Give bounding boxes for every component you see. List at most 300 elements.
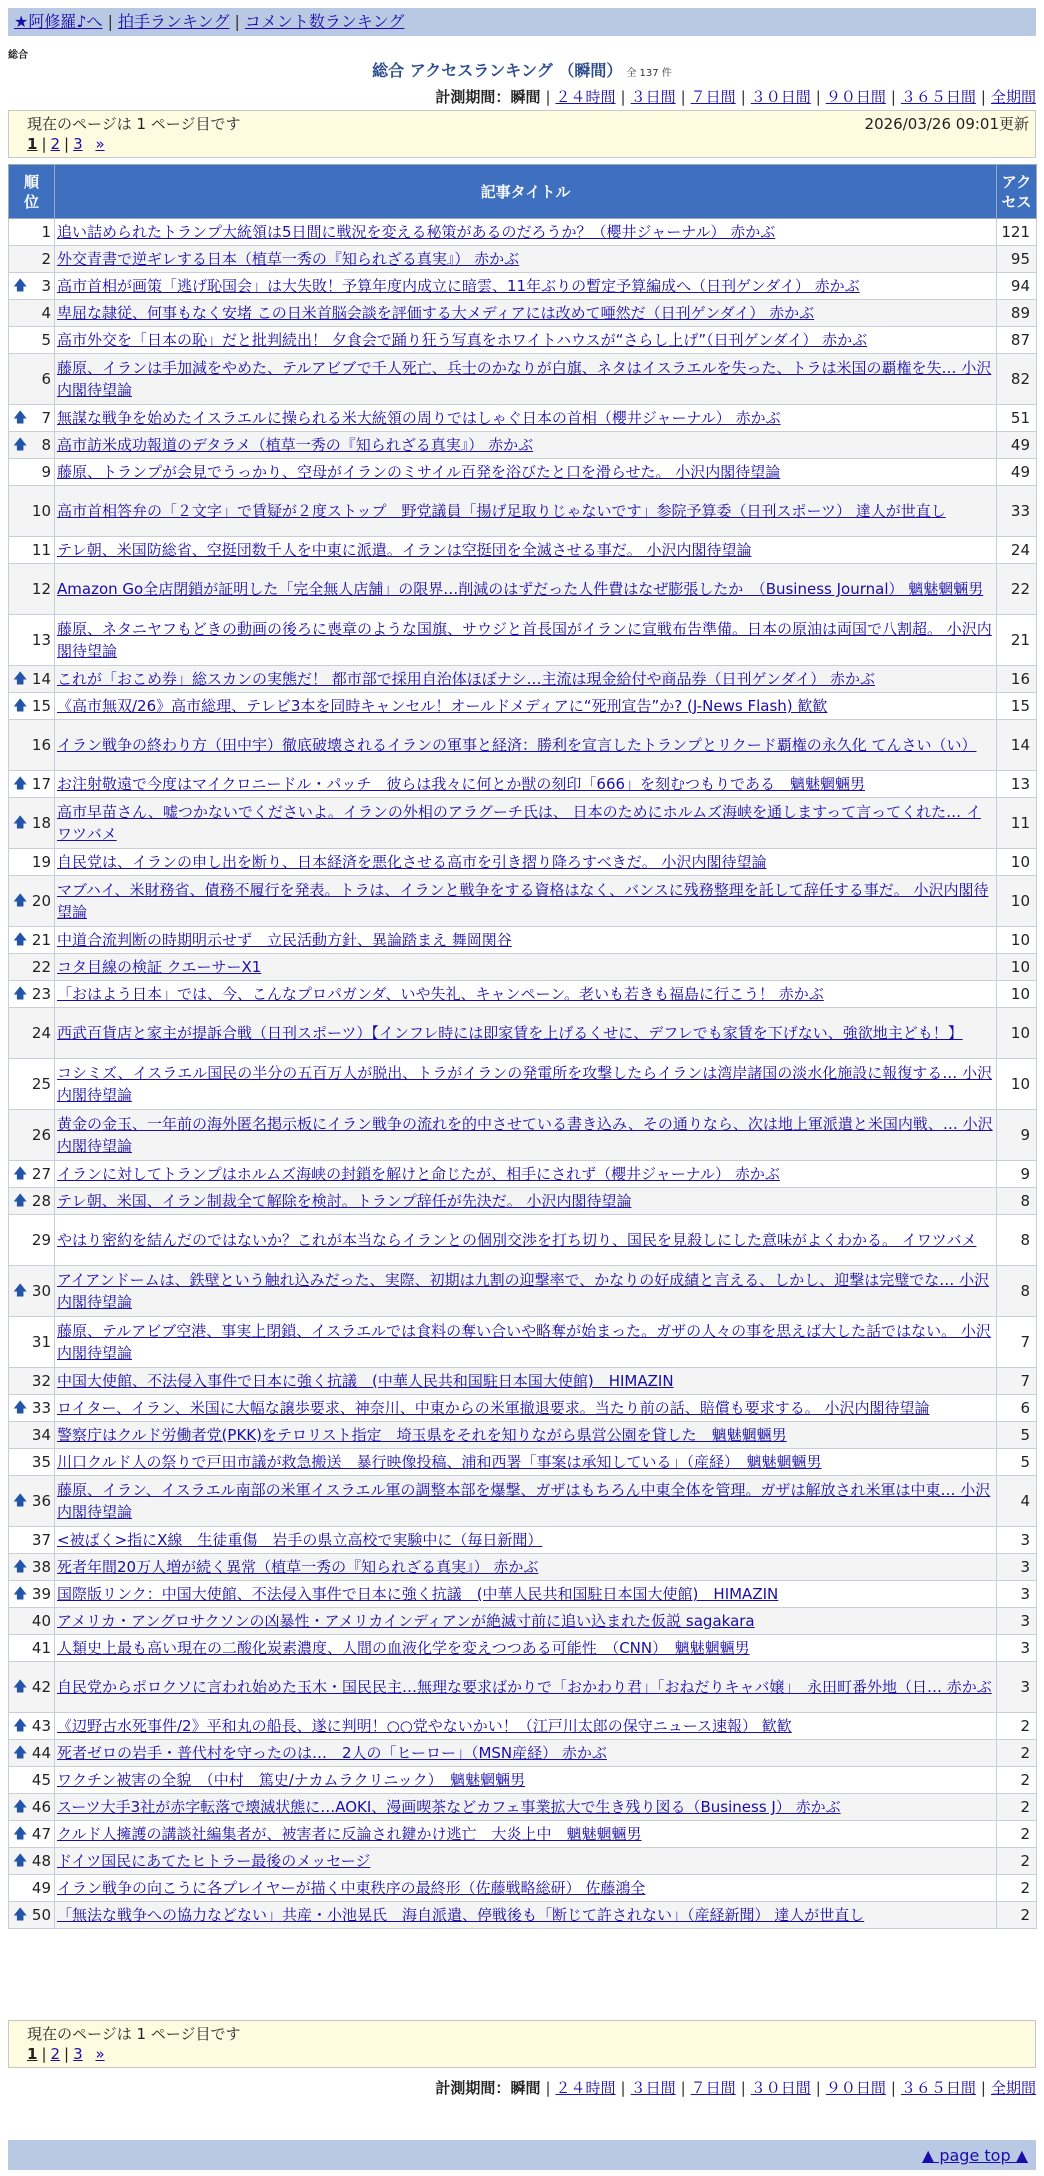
access-count: 14 — [997, 720, 1037, 771]
rank-number: 10 — [31, 502, 51, 520]
period-current: 瞬間 — [510, 88, 541, 106]
article-link[interactable]: マブハイ、米財務省、債務不履行を発表。トラは、イランと戦争をする資格はなく、バンスに残務整理を託して辞任する事だ。 小沢内閣待望論 — [57, 881, 989, 921]
up-arrow-icon: 🡅 — [13, 986, 28, 1002]
rank-number: 11 — [31, 541, 51, 559]
title-cell — [55, 1215, 997, 1266]
access-count: 10 — [997, 876, 1037, 927]
title-cell — [55, 1554, 997, 1581]
page-separator: | — [41, 135, 47, 153]
table-row — [9, 1875, 1037, 1902]
article-link[interactable]: 高市外交を「日本の恥」だと批判続出！ 夕食会で踊り狂う写真をホワイトハウスが“さらし上げ”（日刊ゲンダイ） 赤かぶ — [57, 331, 868, 349]
rank-number: 39 — [31, 1585, 51, 1603]
period-link[interactable]: ７日間 — [690, 2079, 736, 2097]
rank-number: 29 — [31, 1231, 51, 1249]
access-count: 2 — [997, 1767, 1037, 1794]
nav-link-home[interactable]: ★阿修羅♪へ — [14, 12, 103, 31]
page-link[interactable]: 2 — [50, 135, 61, 153]
access-count: 10 — [997, 927, 1037, 954]
access-count: 49 — [997, 432, 1037, 459]
article-link[interactable]: 自民党からポロクソに言われ始めた玉木・国民民主…無理な要求ばかりで「おかわり君」「おねだりキャバ嬢」 永田町番外地（日… 赤かぶ — [57, 1678, 992, 1696]
access-count: 3 — [997, 1662, 1037, 1713]
rank-cell — [9, 1848, 55, 1875]
ranking-table-body — [9, 219, 1037, 1929]
up-arrow-icon: 🡅 — [13, 1193, 28, 1209]
rank-cell — [9, 798, 55, 849]
table-row — [9, 1554, 1037, 1581]
period-link[interactable]: 全期間 — [990, 88, 1036, 106]
table-row — [9, 273, 1037, 300]
rank-cell — [9, 1767, 55, 1794]
rank-number: 35 — [31, 1453, 51, 1471]
article-link[interactable]: 人類史上最も高い現在の二酸化炭素濃度、人間の血液化学を変えつつある可能性 （CNN） 魑魅魍魎男 — [57, 1639, 750, 1657]
title-cell — [55, 432, 997, 459]
rank-cell — [9, 1449, 55, 1476]
total-count: 全 137 件 — [626, 68, 672, 79]
rank-number: 49 — [31, 1879, 51, 1897]
period-separator: | — [680, 88, 686, 106]
period-link[interactable]: ３日間 — [630, 2079, 676, 2097]
table-row — [9, 876, 1037, 927]
access-count: 82 — [997, 354, 1037, 405]
period-separator: | — [815, 88, 821, 106]
access-count: 89 — [997, 300, 1037, 327]
page-separator: | — [64, 2045, 70, 2063]
table-row — [9, 1848, 1037, 1875]
rank-number: 48 — [31, 1852, 51, 1870]
rank-cell — [9, 459, 55, 486]
header-access: アクセス — [997, 165, 1037, 219]
period-separator: | — [980, 2079, 986, 2097]
title-cell — [55, 1161, 997, 1188]
table-row — [9, 666, 1037, 693]
article-link[interactable]: イラン戦争の終わり方（田中宇）徹底破壊されるイランの軍事と経済：勝利を宣言したトランプとリクード覇権の永久化 てんさい（い） — [57, 736, 977, 754]
access-count: 3 — [997, 1635, 1037, 1662]
table-row — [9, 1368, 1037, 1395]
page-current: 1 — [27, 135, 38, 153]
article-link[interactable]: イラン戦争の向こうに各プレイヤーが描く中東秩序の最終形（佐藤戦略総研） 佐藤鴻全 — [57, 1879, 646, 1897]
title-cell — [55, 1110, 997, 1161]
rank-cell — [9, 1161, 55, 1188]
table-row — [9, 1110, 1037, 1161]
article-link[interactable]: 無謀な戦争を始めたイスラエルに操られる米大統領の周りではしゃぐ日本の首相（櫻井ジャーナル） 赤かぶ — [57, 409, 781, 427]
access-count: 10 — [997, 1059, 1037, 1110]
title-cell — [55, 720, 997, 771]
rank-cell — [9, 1188, 55, 1215]
rank-cell — [9, 405, 55, 432]
period-separator: | — [815, 2079, 821, 2097]
access-count: 8 — [997, 1188, 1037, 1215]
rank-cell — [9, 1422, 55, 1449]
article-link[interactable]: 高市首相が画策「逃げ恥国会」は大失敗！予算年度内成立に暗雲、11年ぶりの暫定予算編成へ（日刊ゲンダイ） 赤かぶ — [57, 277, 860, 295]
next-page-link[interactable]: » — [95, 135, 105, 153]
article-link[interactable]: 国際版リンク：中国大使館、不法侵入事件で日本に強く抗議 (中華人民共和国駐日本国大使館) HIMAZIN — [57, 1585, 779, 1603]
table-row — [9, 693, 1037, 720]
access-count: 51 — [997, 405, 1037, 432]
rank-number: 34 — [31, 1426, 51, 1444]
rank-number: 41 — [31, 1639, 51, 1657]
title-cell — [55, 1848, 997, 1875]
rank-cell — [9, 927, 55, 954]
next-page-link[interactable]: » — [95, 2045, 105, 2063]
table-row — [9, 1161, 1037, 1188]
period-link[interactable]: ３０日間 — [750, 2079, 811, 2097]
title-cell — [55, 876, 997, 927]
rank-cell — [9, 486, 55, 537]
page-title — [0, 60, 1044, 85]
article-link[interactable]: お注射敬遠で今度はマイクロニードル・パッチ 彼らは我々に何とか獣の刻印「666」を刻むつもりである 魑魅魍魎男 — [57, 775, 866, 793]
table-row — [9, 405, 1037, 432]
rank-number: 25 — [31, 1075, 51, 1093]
title-cell — [55, 1875, 997, 1902]
period-separator: | — [545, 88, 551, 106]
access-count: 4 — [997, 1476, 1037, 1527]
period-separator: | — [740, 88, 746, 106]
title-cell — [55, 1317, 997, 1368]
table-row — [9, 771, 1037, 798]
period-selector-bottom — [435, 2078, 1036, 2098]
title-cell — [55, 927, 997, 954]
rank-cell — [9, 1608, 55, 1635]
title-cell — [55, 1449, 997, 1476]
rank-number: 45 — [31, 1771, 51, 1789]
article-link[interactable]: 中道合流判断の時期明示せず 立民活動方針、異論踏まえ 舞岡関谷 — [57, 931, 512, 949]
table-row — [9, 1422, 1037, 1449]
up-arrow-icon: 🡅 — [13, 1559, 28, 1575]
period-link[interactable]: ９０日間 — [825, 88, 886, 106]
title-cell — [55, 1368, 997, 1395]
article-link[interactable]: 藤原、ネタニヤフもどきの動画の後ろに喪章のような国旗、サウジと首長国がイランに宣戦布告準備。日本の原油は両国で八割超。 小沢内閣待望論 — [57, 620, 992, 660]
article-link[interactable]: 高市訪米成功報道のデタラメ（植草一秀の『知られざる真実』） 赤かぶ — [57, 436, 534, 454]
up-arrow-icon: 🡅 — [13, 1586, 28, 1602]
article-link[interactable]: 「おはよう日本」では、今、こんなプロパガンダ、いや失礼、キャンペーン。老いも若きも福島に行こう！ 赤かぶ — [57, 985, 824, 1003]
rank-number: 27 — [31, 1165, 51, 1183]
article-link[interactable]: コタ目線の検証 クエーサーX1 — [57, 958, 262, 976]
article-link[interactable]: 中国大使館、不法侵入事件で日本に強く抗議 (中華人民共和国駐日本国大使館) HIMAZIN — [57, 1372, 674, 1390]
rank-number: 22 — [31, 958, 51, 976]
title-cell — [55, 219, 997, 246]
access-count: 7 — [997, 1368, 1037, 1395]
rank-cell — [9, 1902, 55, 1929]
table-row — [9, 1215, 1037, 1266]
table-row — [9, 615, 1037, 666]
article-link[interactable]: 藤原、テルアビブ空港、事実上閉鎖、イスラエルでは食料の奪い合いや略奪が始まった。ガザの人々の事を思えば大した話ではない。 小沢内閣待望論 — [57, 1322, 991, 1362]
page-top-link[interactable]: ▲ page top ▲ — [921, 2146, 1028, 2165]
rank-cell — [9, 1794, 55, 1821]
period-separator: | — [680, 2079, 686, 2097]
access-count: 13 — [997, 771, 1037, 798]
access-count: 2 — [997, 1740, 1037, 1767]
rank-number: 32 — [31, 1372, 51, 1390]
article-link[interactable]: テレ朝、米国、イラン制裁全て解除を検討。トランプ辞任が先決だ。 小沢内閣待望論 — [57, 1192, 632, 1210]
table-row — [9, 1662, 1037, 1713]
rank-number: 38 — [31, 1558, 51, 1576]
article-link[interactable]: 「無法な戦争への協力などない」共産・小池晃氏 海自派遣、停戦後も「断じて許されない」（産経新聞） 達人が世直し — [57, 1906, 865, 1924]
access-count: 22 — [997, 564, 1037, 615]
article-link[interactable]: 黄金の金玉、一年前の海外匿名掲示板にイラン戦争の流れを的中させている書き込み、その通りなら、次は地上軍派遣と米国内戦、… 小沢内閣待望論 — [57, 1115, 993, 1155]
article-link[interactable]: 追い詰められたトランプ大統領は5日間に戦況を変える秘策があるのだろうか？（櫻井ジャーナル） 赤かぶ — [57, 223, 776, 241]
up-arrow-icon: 🡅 — [13, 1907, 28, 1923]
rank-cell — [9, 1740, 55, 1767]
rank-number: 43 — [31, 1717, 51, 1735]
article-link[interactable]: 警察庁はクルド労働者党(PKK)をテロリスト指定 埼玉県をそれを知りながら県営公園を貸した 魑魅魍魎男 — [57, 1426, 787, 1444]
title-cell — [55, 1902, 997, 1929]
title-cell — [55, 1059, 997, 1110]
page-info-bottom — [8, 2020, 1036, 2068]
article-link[interactable]: 藤原、イランは手加減をやめた、テルアビブで千人死亡、兵士のかなりが白旗、ネタはイスラエルを失った、トラは米国の覇権を失… 小沢内閣待望論 — [57, 359, 992, 399]
access-count: 15 — [997, 693, 1037, 720]
title-cell — [55, 771, 997, 798]
table-row — [9, 564, 1037, 615]
table-row — [9, 1317, 1037, 1368]
footer-bar — [8, 2140, 1036, 2170]
category-label: 総合 — [8, 50, 28, 61]
article-link[interactable]: ドイツ国民にあてたヒトラー最後のメッセージ — [57, 1852, 371, 1870]
rank-number: 21 — [31, 931, 51, 949]
access-count: 5 — [997, 1422, 1037, 1449]
article-link[interactable]: Amazon Go全店閉鎖が証明した「完全無人店舗」の限界…削減のはずだった人件費はなぜ膨張したか （Business Journal） 魑魅魍魎男 — [57, 580, 984, 598]
title-cell — [55, 246, 997, 273]
table-row — [9, 981, 1037, 1008]
article-link[interactable]: 高市早苗さん、嘘つかないでくださいよ。イランの外相のアラグーチ氏は、 日本のためにホルムズ海峡を通しますって言ってくれた… イワツバメ — [57, 803, 981, 843]
table-row — [9, 927, 1037, 954]
page-link[interactable]: 3 — [73, 2045, 83, 2063]
up-arrow-icon: 🡅 — [13, 410, 28, 426]
rank-cell — [9, 666, 55, 693]
period-link[interactable]: ３０日間 — [750, 88, 811, 106]
article-link[interactable]: ロイター、イラン、米国に大幅な譲歩要求、神奈川、中東からの米軍撤退要求。当たり前の話、賠償も要求する。 小沢内閣待望論 — [57, 1399, 930, 1417]
period-link[interactable]: ２４時間 — [555, 2079, 616, 2097]
table-row — [9, 1449, 1037, 1476]
rank-number: 20 — [31, 892, 51, 910]
up-arrow-icon: 🡅 — [13, 1679, 28, 1695]
access-count: 2 — [997, 1821, 1037, 1848]
article-link[interactable]: これが「おこめ券」総スカンの実態だ！ 都市部で採用自治体ほぼナシ…主流は現金給付や商品券（日刊ゲンダイ） 赤かぶ — [57, 670, 876, 688]
ranking-table — [8, 164, 1037, 1929]
access-count: 11 — [997, 798, 1037, 849]
title-cell — [55, 354, 997, 405]
table-row — [9, 1608, 1037, 1635]
up-arrow-icon: 🡅 — [13, 278, 28, 294]
table-header-row — [9, 165, 1037, 219]
updated-timestamp: 2026/03/26 09:01更新 — [864, 115, 1029, 133]
period-link[interactable]: ３６５日間 — [900, 2079, 976, 2097]
period-separator: | — [545, 2079, 551, 2097]
page-link[interactable]: 3 — [73, 135, 83, 153]
pagination-bottom — [27, 2045, 105, 2063]
table-row — [9, 432, 1037, 459]
rank-number: 4 — [41, 304, 51, 322]
access-count: 21 — [997, 615, 1037, 666]
article-link[interactable]: 川口クルド人の祭りで戸田市議が救急搬送 暴行映像投稿、浦和西署「事案は承知している」（産経） 魑魅魍魎男 — [57, 1453, 822, 1471]
rank-number: 13 — [31, 631, 51, 649]
rank-number: 18 — [31, 814, 51, 832]
rank-cell — [9, 1110, 55, 1161]
access-count: 9 — [997, 1161, 1037, 1188]
period-link[interactable]: ２４時間 — [555, 88, 616, 106]
access-count: 33 — [997, 486, 1037, 537]
page-message-bottom: 現在のページは 1 ページ目です — [27, 2025, 241, 2043]
period-link[interactable]: ３日間 — [630, 88, 676, 106]
title-cell — [55, 1767, 997, 1794]
rank-cell — [9, 954, 55, 981]
rank-number: 46 — [31, 1798, 51, 1816]
title-cell — [55, 1635, 997, 1662]
article-link[interactable]: スーツ大手3社が赤字転落で壊滅状態に…AOKI、漫画喫茶などカフェ事業拡大で生き残り図る（Business J） 赤かぶ — [57, 1798, 841, 1816]
table-row — [9, 798, 1037, 849]
article-link[interactable]: 《辺野古水死事件/2》平和丸の船長、遂に判明！○○党やないかい！（江戸川太郎の保守ニュース速報） 歓歓 — [57, 1717, 792, 1735]
period-link[interactable]: 全期間 — [990, 2079, 1036, 2097]
title-cell — [55, 1266, 997, 1317]
rank-number: 33 — [31, 1399, 51, 1417]
rank-cell — [9, 615, 55, 666]
rank-cell — [9, 537, 55, 564]
access-count: 121 — [997, 219, 1037, 246]
title-cell — [55, 1821, 997, 1848]
page-current: 1 — [27, 2045, 38, 2063]
article-link[interactable]: 卑屈な隷従、何事もなく安堵 この日米首脳会談を評価する大メディアには改めて唖然だ（日刊ゲンダイ） 赤かぶ — [57, 304, 815, 322]
title-cell — [55, 615, 997, 666]
article-link[interactable]: 西武百貨店と家主が提訴合戦（日刊スポーツ）【インフレ時には即家賃を上げるくせに、デフレでも家賃を下げない、強欲地主ども！】 — [57, 1024, 963, 1042]
article-link[interactable]: 死者年間20万人増が続く異常（植草一秀の『知られざる真実』） 赤かぶ — [57, 1558, 539, 1576]
title-cell — [55, 1527, 997, 1554]
rank-cell — [9, 693, 55, 720]
up-arrow-icon: 🡅 — [13, 1283, 28, 1299]
table-row — [9, 246, 1037, 273]
article-link[interactable]: イランに対してトランプはホルムズ海峡の封鎖を解けと命じたが、相手にされず（櫻井ジャーナル） 赤かぶ — [57, 1165, 780, 1183]
period-link[interactable]: ７日間 — [690, 88, 736, 106]
period-link[interactable]: ３６５日間 — [900, 88, 976, 106]
rank-cell — [9, 564, 55, 615]
title-cell — [55, 300, 997, 327]
table-row — [9, 849, 1037, 876]
table-row — [9, 1635, 1037, 1662]
access-count: 7 — [997, 1317, 1037, 1368]
up-arrow-icon: 🡅 — [13, 437, 28, 453]
title-cell — [55, 1581, 997, 1608]
rank-cell — [9, 849, 55, 876]
rank-number: 44 — [31, 1744, 51, 1762]
rank-number: 31 — [31, 1333, 51, 1351]
table-row — [9, 1476, 1037, 1527]
access-count: 2 — [997, 1902, 1037, 1929]
nav-separator: | — [234, 12, 240, 31]
article-link[interactable]: やはり密約を結んだのではないか？これが本当ならイランとの個別交渉を打ち切り、国民を見殺しにした意味がよくわかる。 イワツバメ — [57, 1231, 977, 1249]
rank-cell — [9, 432, 55, 459]
article-link[interactable]: <被ばく>指にX線 生徒重傷 岩手の県立高校で実験中に（毎日新聞） — [57, 1531, 543, 1549]
rank-cell — [9, 1875, 55, 1902]
table-row — [9, 219, 1037, 246]
table-row — [9, 486, 1037, 537]
table-row — [9, 1767, 1037, 1794]
nav-link-applause-ranking[interactable]: 拍手ランキング — [117, 12, 230, 31]
rank-number: 23 — [31, 985, 51, 1003]
article-link[interactable]: 藤原、イラン、イスラエル南部の米軍イスラエル軍の調整本部を爆撃、ガザはもちろん中東全体を管理。ガザは解放され米軍は中東… 小沢内閣待望論 — [57, 1481, 991, 1521]
rank-number: 7 — [41, 409, 51, 427]
access-count: 3 — [997, 1581, 1037, 1608]
article-link[interactable]: 《高市無双/26》高市総理、テレビ3本を同時キャンセル！オールドメディアに“死刑宣告”か? (J-News Flash) 歓歓 — [57, 697, 828, 715]
period-selector-top — [435, 87, 1036, 107]
article-link[interactable]: 藤原、トランプが会見でうっかり、空母がイランのミサイル百発を浴びたと口を滑らせた。 小沢内閣待望論 — [57, 463, 781, 481]
page-separator: | — [41, 2045, 47, 2063]
article-link[interactable]: テレ朝、米国防総省、空挺団数千人を中東に派遣。イランは空挺団を全滅させる事だ。 小沢内閣待望論 — [57, 541, 752, 559]
article-link[interactable]: 死者ゼロの岩手・普代村を守ったのは… 2人の「ヒーロー」（MSN産経） 赤かぶ — [57, 1744, 607, 1762]
up-arrow-icon: 🡅 — [13, 1853, 28, 1869]
article-link[interactable]: 自民党は、イランの申し出を断り、日本経済を悪化させる高市を引き摺り降ろすべきだ。 小沢内閣待望論 — [57, 853, 767, 871]
table-row — [9, 1059, 1037, 1110]
title-cell — [55, 666, 997, 693]
article-link[interactable]: 高市首相答弁の「２文字」で賃疑が２度ストップ 野党議員「揚げ足取りじゃないです」参院予算委（日刊スポーツ） 達人が世直し — [57, 502, 946, 520]
up-arrow-icon: 🡅 — [13, 932, 28, 948]
title-cell — [55, 537, 997, 564]
title-cell — [55, 459, 997, 486]
rank-number: 3 — [41, 277, 51, 295]
access-count: 3 — [997, 1608, 1037, 1635]
page-spacer — [83, 135, 96, 153]
page-link[interactable]: 2 — [50, 2045, 61, 2063]
title-cell — [55, 1794, 997, 1821]
up-arrow-icon: 🡅 — [13, 671, 28, 687]
article-link[interactable]: クルド人擁護の講談社編集者が、被害者に反論され鍵かけ逃亡 大炎上中 魑魅魍魎男 — [57, 1825, 642, 1843]
table-row — [9, 1821, 1037, 1848]
access-count: 2 — [997, 1848, 1037, 1875]
rank-number: 17 — [31, 775, 51, 793]
title-cell — [55, 564, 997, 615]
rank-number: 24 — [31, 1024, 51, 1042]
table-row — [9, 300, 1037, 327]
title-cell — [55, 1476, 997, 1527]
rank-cell — [9, 1635, 55, 1662]
rank-number: 19 — [31, 853, 51, 871]
rank-cell — [9, 1581, 55, 1608]
title-cell — [55, 1608, 997, 1635]
title-cell — [55, 981, 997, 1008]
period-link[interactable]: ９０日間 — [825, 2079, 886, 2097]
rank-cell — [9, 1266, 55, 1317]
rank-cell — [9, 1368, 55, 1395]
table-row — [9, 954, 1037, 981]
table-row — [9, 1266, 1037, 1317]
page-spacer — [83, 2045, 96, 2063]
article-link[interactable]: アイアンドームは、鉄壁という触れ込みだった、実際、初期は九割の迎撃率で、かなりの好成績と言える、しかし、迎撃は完璧でな… 小沢内閣待望論 — [57, 1271, 990, 1311]
rank-cell — [9, 1527, 55, 1554]
rank-cell — [9, 1395, 55, 1422]
access-count: 8 — [997, 1215, 1037, 1266]
title-cell — [55, 849, 997, 876]
table-row — [9, 1581, 1037, 1608]
article-link[interactable]: 外交青書で逆ギレする日本（植草一秀の『知られざる真実』） 赤かぶ — [57, 250, 520, 268]
up-arrow-icon: 🡅 — [13, 776, 28, 792]
table-row — [9, 1794, 1037, 1821]
access-count: 10 — [997, 1008, 1037, 1059]
rank-cell — [9, 1821, 55, 1848]
table-row — [9, 1740, 1037, 1767]
rank-number: 12 — [31, 580, 51, 598]
rank-cell — [9, 720, 55, 771]
title-cell — [55, 1713, 997, 1740]
article-link[interactable]: ワクチン被害の全貌 （中村 篤史/ナカムラクリニック） 魑魅魍魎男 — [57, 1771, 526, 1789]
page-info-top — [8, 110, 1036, 158]
title-cell — [55, 486, 997, 537]
top-nav-bar — [8, 8, 1036, 36]
rank-cell — [9, 1476, 55, 1527]
nav-separator: | — [107, 12, 113, 31]
nav-link-comment-ranking[interactable]: コメント数ランキング — [244, 12, 405, 31]
page-separator: | — [64, 135, 70, 153]
period-label: 計測期間： — [435, 2079, 511, 2097]
article-link[interactable]: アメリカ・アングロサクソンの凶暴性・アメリカインディアンが絶滅寸前に追い込まれた仮説 sagakara — [57, 1612, 755, 1630]
article-link[interactable]: コシミズ、イスラエル国民の半分の五百万人が脱出、トラがイランの発電所を攻撃したらイランは湾岸諸国の淡水化施設に報復する… 小沢内閣待望論 — [57, 1064, 993, 1104]
rank-number: 37 — [31, 1531, 51, 1549]
